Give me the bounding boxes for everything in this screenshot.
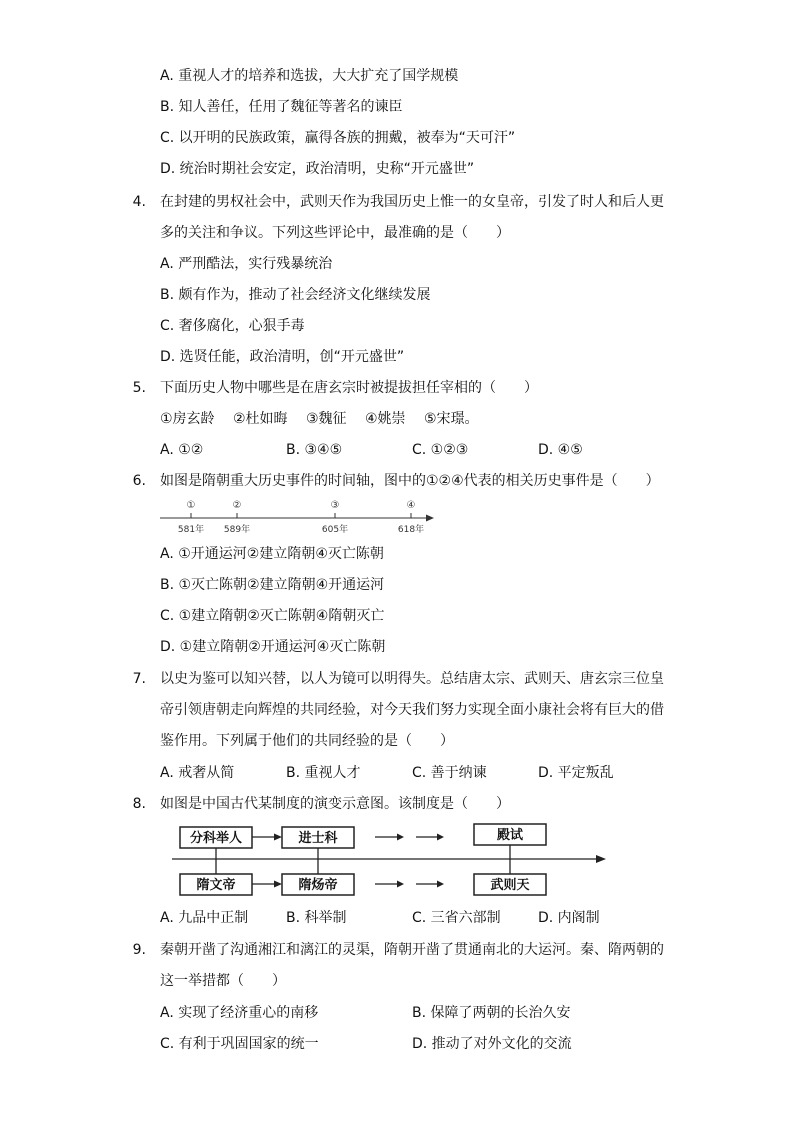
- q8-option-a: A. 九品中正制: [160, 910, 249, 926]
- diagram-bottom-box-3: 武则天: [490, 878, 530, 893]
- q5-stem-line2: ①房玄龄 ②杜如晦 ③魏征 ④姚崇 ⑤宋璟。: [160, 411, 479, 427]
- q5-option-d: D. ④⑤: [538, 442, 583, 458]
- q9-option-a: A. 实现了经济重心的南移: [160, 1005, 319, 1021]
- q7-option-d: D. 平定叛乱: [538, 765, 614, 781]
- q6-number: 6.: [132, 473, 146, 489]
- q4-number: 4.: [132, 194, 146, 210]
- q9-stem-line1: 秦朝开凿了沟通湘江和漓江的灵渠，隋朝开凿了贯通南北的大运河。秦、隋两朝的: [160, 942, 664, 958]
- q4-option-a: A. 严刑酷法，实行残暴统治: [160, 256, 333, 272]
- diagram-bottom-box-2: 隋炀帝: [298, 878, 338, 893]
- q4-option-c: C. 奢侈腐化，心狠手毒: [160, 318, 305, 334]
- timeline-year-3: 605年: [321, 525, 349, 535]
- timeline-mark-1: ①: [186, 500, 196, 511]
- q7-stem-line3: 鉴作用。下列属于他们的共同经验的是（ ）: [160, 733, 454, 749]
- timeline-mark-4: ④: [406, 500, 416, 511]
- q5-option-b: B. ③④⑤: [286, 442, 343, 458]
- q4-stem-line2: 多的关注和争议。下列这些评论中，最准确的是（ ）: [160, 225, 510, 241]
- q4-option-d: D. 选贤任能，政治清明，创“开元盛世”: [160, 349, 405, 365]
- q6-stem-line1: 如图是隋朝重大历史事件的时间轴，图中的①②④代表的相关历史事件是（ ）: [160, 473, 660, 489]
- q6-option-b: B. ①灭亡陈朝②建立隋朝④开通运河: [160, 577, 385, 593]
- q6-timeline: [158, 496, 440, 538]
- q4-option-b: B. 颇有作为，推动了社会经济文化继续发展: [160, 287, 431, 303]
- timeline-year-2: 589年: [223, 525, 251, 535]
- q7-number: 7.: [132, 671, 146, 687]
- q5-option-c: C. ①②③: [412, 442, 469, 458]
- q5-number: 5.: [132, 380, 146, 396]
- timeline-mark-2: ②: [232, 500, 242, 511]
- q7-option-a: A. 戒奢从简: [160, 765, 235, 781]
- q9-number: 9.: [132, 942, 146, 958]
- q8-option-d: D. 内阁制: [538, 910, 600, 926]
- q5-option-a: A. ①②: [160, 442, 204, 458]
- q8-stem-line1: 如图是中国古代某制度的演变示意图。该制度是（ ）: [160, 796, 510, 812]
- q8-option-c: C. 三省六部制: [412, 910, 501, 926]
- q7-option-c: C. 善于纳谏: [412, 765, 487, 781]
- timeline-year-4: 618年: [397, 525, 425, 535]
- q5-stem-line1: 下面历史人物中哪些是在唐玄宗时被提拔担任宰相的（ ）: [160, 380, 538, 396]
- q9-stem-line2: 这一举措都（ ）: [160, 973, 286, 989]
- diagram-bottom-box-1: 隋文帝: [196, 878, 236, 893]
- q6-option-d: D. ①建立隋朝②开通运河④灭亡陈朝: [160, 639, 386, 655]
- timeline-mark-3: ③: [330, 500, 340, 511]
- q8-evolution-diagram: [172, 822, 612, 898]
- q8-option-b: B. 科举制: [286, 910, 347, 926]
- q9-option-c: C. 有利于巩固国家的统一: [160, 1036, 319, 1052]
- q6-option-a: A. ①开通运河②建立隋朝④灭亡陈朝: [160, 546, 384, 562]
- q7-stem-line2: 帝引领唐朝走向辉煌的共同经验，对今天我们努力实现全面小康社会将有巨大的借: [160, 702, 664, 718]
- diagram-top-box-1: 分科举人: [189, 831, 243, 846]
- diagram-top-box-3: 殿试: [496, 828, 524, 843]
- q3-option-b: B. 知人善任，任用了魏征等著名的谏臣: [160, 99, 403, 115]
- q7-stem-line1: 以史为鉴可以知兴替，以人为镜可以明得失。总结唐太宗、武则天、唐玄宗三位皇: [160, 671, 664, 687]
- q3-option-a: A. 重视人才的培养和选拔，大大扩充了国学规模: [160, 68, 459, 84]
- q3-option-d: D. 统治时期社会安定，政治清明，史称“开元盛世”: [160, 161, 475, 177]
- q3-option-c: C. 以开明的民族政策，赢得各族的拥戴，被奉为“天可汗”: [160, 130, 516, 146]
- q9-option-b: B. 保障了两朝的长治久安: [412, 1005, 571, 1021]
- diagram-top-box-2: 进士科: [298, 831, 338, 846]
- q4-stem-line1: 在封建的男权社会中，武则天作为我国历史上惟一的女皇帝，引发了时人和后人更: [160, 194, 664, 210]
- q9-option-d: D. 推动了对外文化的交流: [412, 1036, 572, 1052]
- q8-number: 8.: [132, 796, 146, 812]
- q7-option-b: B. 重视人才: [286, 765, 361, 781]
- timeline-year-1: 581年: [177, 525, 205, 535]
- q6-option-c: C. ①建立隋朝②灭亡陈朝④隋朝灭亡: [160, 608, 385, 624]
